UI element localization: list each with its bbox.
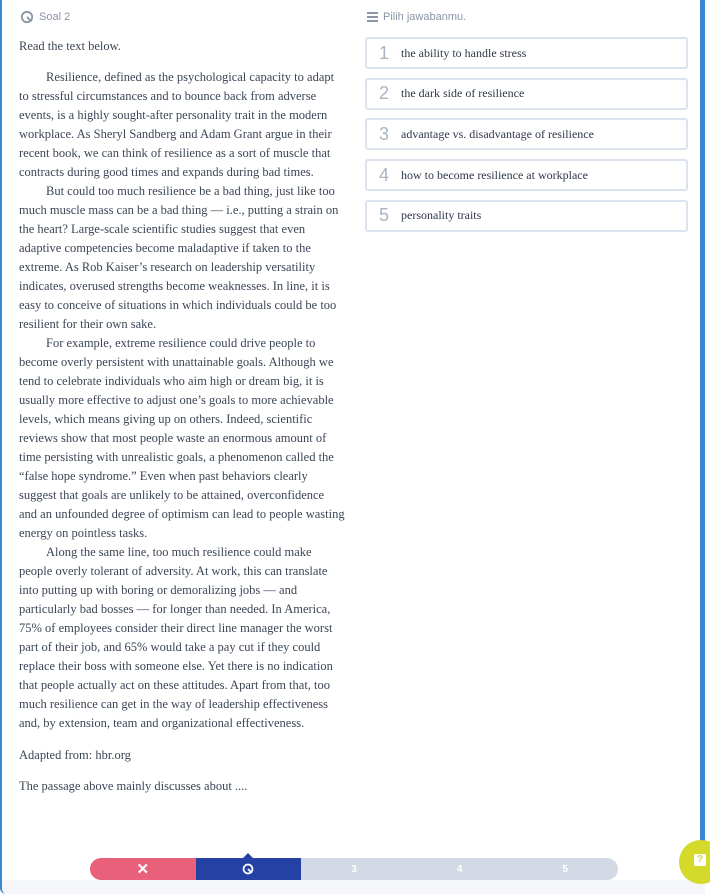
option-text: how to become resilience at workplace <box>401 167 588 182</box>
nav-question-2[interactable] <box>196 858 302 880</box>
question-header <box>20 9 345 25</box>
option-text: personality traits <box>401 208 482 223</box>
passage-paragraph: Along the same line, too much resilience could make people overly tolerant of adversity. At work, this can translate into putting up with boring or demoralizing jobs — and particularly bad bosses — for longer than needed. In America, 75% of employees consider their direct line manager the worst part of their job, and 65% would take a pay cut if they could replace their boss with someone else. Yet there is no indication that people actually act on these attitudes. Apart from that, too much resilience can get in the way of leadership effectiveness and, by extension, team and organizational effectiveness. <box>19 545 333 730</box>
option-text: the dark side of resilience <box>401 86 525 101</box>
answer-option-2[interactable] <box>365 78 688 110</box>
question-navigation <box>90 858 618 880</box>
answer-option-3[interactable] <box>365 118 688 150</box>
nav-label: 5 <box>562 863 568 875</box>
timer-icon <box>242 863 254 875</box>
passage-paragraph: For example, extreme resilience could drive people to become overly persistent with unattainable goals. Although we tend to celebrate individuals who aim high or dream big, it is usually more effective to adjust one’s goals to more achievable levels, which means giving up on others. Indeed, scientific reviews show that most people waste an enormous amount of time persisting with unrealistic goals, a phenomenon called the “false hope syndrome.” Even when past behaviors clearly suggest that goals are unlikely to be attained, overconfidence and an unfounded degree of optimism can lead to people wasting energy on pointless tasks. <box>19 336 345 540</box>
instruction-text: Read the text below. <box>19 39 121 53</box>
help-icon: ? <box>694 854 706 866</box>
option-text: advantage vs. disadvantage of resilience <box>401 126 594 141</box>
reading-passage <box>19 68 345 733</box>
list-icon <box>367 12 378 22</box>
answers-header <box>367 9 466 25</box>
passage-paragraph: But could too much resilience be a bad thing, just like too much muscle mass can be a bad thing — i.e., putting a strain on the heart? Large-scale scientific studies suggest that even adaptive competencies become maladaptive if taken to the extreme. As Rob Kaiser’s research on leadership versatility indicates, overused strengths become weaknesses. In line, it is easy to conceive of situations in which individuals could be too resilient for their own sake. <box>19 184 339 331</box>
answer-option-5[interactable] <box>365 200 688 232</box>
timer-icon <box>20 10 34 24</box>
answers-label: Pilih jawabanmu. <box>383 11 467 23</box>
answer-option-1[interactable] <box>365 37 688 69</box>
footer-strip <box>2 880 705 894</box>
nav-question-1[interactable] <box>90 858 196 880</box>
passage-paragraph: Resilience, defined as the psychological capacity to adapt to stressful circumstances and to bounce back from adverse events, is a highly sought-after personality trait in the modern workplace. As Sheryl Sandberg and Adam Grant argue in their recent book, we can think of resilience as a sort of muscle that contracts during good times and expands during bad times. <box>19 70 335 179</box>
answer-options <box>365 37 688 240</box>
answer-option-4[interactable] <box>365 159 688 191</box>
close-icon: ✕ <box>136 861 150 878</box>
question-pane <box>19 9 345 794</box>
nav-question-3[interactable] <box>301 858 407 880</box>
option-number: 4 <box>378 164 389 185</box>
option-number: 5 <box>378 205 389 226</box>
nav-label: 3 <box>351 863 357 875</box>
nav-question-4[interactable] <box>407 858 513 880</box>
passage-source: Adapted from: hbr.org <box>19 748 131 762</box>
question-number-label: Soal 2 <box>39 11 71 23</box>
nav-label: 4 <box>456 863 463 875</box>
option-number: 1 <box>378 42 389 63</box>
option-number: 3 <box>378 123 389 144</box>
option-text: the ability to handle stress <box>401 45 527 60</box>
option-number: 2 <box>378 83 389 104</box>
question-text: The passage above mainly discusses about .... <box>19 779 248 793</box>
nav-question-5[interactable] <box>512 858 618 880</box>
